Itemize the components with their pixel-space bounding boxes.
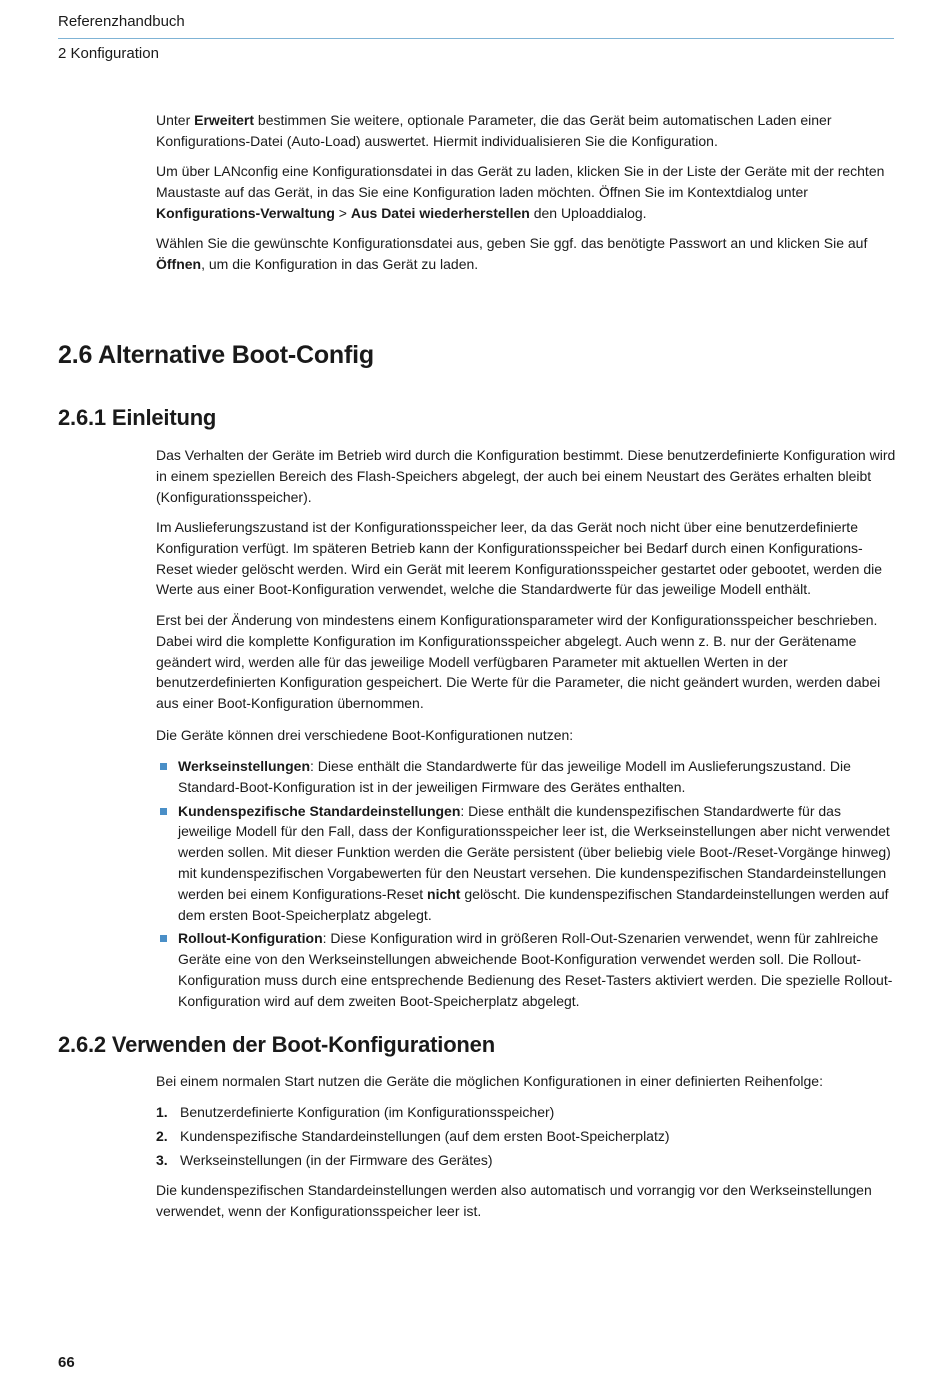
list-item-text: : Diese Konfiguration wird in größeren Roll-Out-Szenarien verwendet, wenn für zahlreiche Geräte eine von den Werkseinstellungen abweichende Boot-Konfiguration verwendet werden soll. Die Rollout-Konfiguration muss durch eine entsprechende Bedienung des Reset-Tasters aktiviert werden. Die spezielle Rollout-Konfiguration wird auf dem zweiten Boot-Speicherplatz abgelegt.	[178, 930, 893, 1009]
list-item	[156, 756, 896, 798]
einleitung-paragraph-2: Im Auslieferungszustand ist der Konfigurationsspeicher leer, da das Gerät noch nicht über eine benutzerdefinierte Konfiguration verfügt. Im späteren Betrieb kann der Konfigurationsspeicher bei Bedarf durch einen Konfigurations-Reset wieder gelöscht werden. Wird ein Gerät mit leerem Konfigurationsspeicher gestartet oder gebootet, werden die Werte aus einer Boot-Konfiguration verwendet, welche die Standardwerte für das jeweilige Modell enthält.	[156, 519, 883, 598]
bullet-square-icon	[160, 763, 167, 770]
text-run: , um die Konfiguration in das Gerät zu laden.	[201, 255, 479, 272]
bullet-square-icon	[160, 808, 167, 815]
list-item	[156, 1150, 896, 1171]
einleitung-paragraph-3: Erst bei der Änderung von mindestens einem Konfigurationsparameter wird der Konfigurationsspeicher beschrieben. Dabei wird die komplette Konfiguration im Konfigurationsspeicher abgelegt. Auch wenn z. B. nur der Gerätename geändert wird, werden alle für das jeweilige Modell verfügbaren Parameter mit aktuellen Werten in der benutzerdefinierten Konfiguration gespeichert. Die Werte für die Parameter, die nicht geändert wurden, werden dabei aus einer Boot-Konfiguration übernommen.	[156, 612, 881, 712]
text-run: den Uploaddialog.	[529, 204, 647, 221]
section-heading: 2.6 Alternative Boot-Config	[58, 341, 374, 369]
ui-term-konfigurations-verwaltung: Konfigurations-Verwaltung	[156, 204, 335, 221]
list-item	[156, 928, 896, 1011]
verwenden-paragraph-2: Die kundenspezifischen Standardeinstellungen werden also automatisch und vorrangig vor den Werkseinstellungen verwendet, wenn der Konfigurationsspeicher leer ist.	[156, 1182, 872, 1219]
list-item	[156, 801, 896, 926]
list-item-text: gelöscht. Die kundenspezifischen Standardeinstellungen werden auf dem ersten Boot-Speicherplatz abgelegt.	[178, 885, 889, 923]
list-number: 3.	[156, 1151, 168, 1168]
text-run: bestimmen Sie weitere, optionale Parameter, die das Gerät beim automatischen Laden einer Konfigurations-Datei (Auto-Load) auswertet. Hiermit individualisieren Sie die Konfiguration.	[156, 112, 832, 149]
ui-term-oeffnen: Öffnen	[156, 255, 202, 272]
einleitung-paragraph-1: Das Verhalten der Geräte im Betrieb wird durch die Konfiguration bestimmt. Diese benutzerdefinierte Konfiguration wird in einem speziellen Bereich des Flash-Speichers abgelegt, der auch bei einem Neustart des Gerätes erhalten bleibt (Konfigurationsspeicher).	[156, 447, 896, 505]
list-item	[156, 1102, 896, 1123]
text-run: >	[334, 204, 351, 221]
text-run: Wählen Sie die gewünschte Konfigurationsdatei aus, geben Sie ggf. das benötigte Passwort an und klicken Sie auf	[156, 235, 868, 251]
list-item-emphasis: nicht	[427, 885, 461, 902]
text-run: Um über LANconfig eine Konfigurationsdatei in das Gerät zu laden, klicken Sie in der Liste der Geräte mit der rechten Maustaste auf das Gerät, in das Sie eine Konfiguration laden möchten. Öffnen Sie im Kontextdialog unter	[156, 163, 885, 200]
list-item-text: : Diese enthält die Standardwerte für das jeweilige Modell im Auslieferungszustand. Die Standard-Boot-Konfiguration ist in der jeweiligen Firmware des Gerätes enthalten.	[178, 758, 851, 795]
page-header	[58, 10, 894, 65]
subsection-heading-verwenden: 2.6.2 Verwenden der Boot-Konfigurationen	[58, 1032, 495, 1057]
list-item-text: : Diese enthält die kundenspezifischen Standardwerte für das jeweilige Modell für den Fall, dass der Konfigurationsspeicher leer ist, die Werkseinstellungen aber nicht verwendet werden sollen. Mit dieser Funktion werden die Geräte persistent (über beliebig viele Boot-/Reset-Vorgänge hinweg) mit kundenspezifischen Vorgabewerten für den Neustart versehen. Die kundenspezifischen Standardeinstellungen werden bei einem Konfigurations-Reset	[178, 802, 891, 902]
list-item-text: Kundenspezifische Standardeinstellungen (auf dem ersten Boot-Speicherplatz)	[180, 1127, 670, 1144]
einleitung-paragraph-4: Die Geräte können drei verschiedene Boot-Konfigurationen nutzen:	[156, 727, 574, 743]
subsection-heading-einleitung: 2.6.1 Einleitung	[58, 405, 217, 430]
intro-paragraph-1	[156, 110, 896, 152]
verwenden-paragraph-1: Bei einem normalen Start nutzen die Geräte die möglichen Konfigurationen in einer definierten Reihenfolge:	[156, 1073, 823, 1089]
intro-paragraph-2	[156, 161, 896, 223]
boot-order-list	[156, 1102, 896, 1173]
list-item-text: Werkseinstellungen (in der Firmware des Gerätes)	[180, 1151, 493, 1168]
list-item-term: Rollout-Konfiguration	[178, 930, 323, 947]
ui-term-aus-datei-wiederherstellen: Aus Datei wiederherstellen	[350, 204, 530, 221]
list-item	[156, 1126, 896, 1147]
page-number: 66	[58, 1354, 75, 1371]
list-number: 1.	[156, 1104, 168, 1120]
boot-config-list	[156, 756, 896, 1015]
list-number: 2.	[156, 1127, 168, 1144]
intro-paragraph-3	[156, 233, 896, 275]
text-run: Unter	[156, 112, 195, 128]
ui-term-erweitert: Erweitert	[194, 112, 255, 128]
bullet-square-icon	[160, 935, 167, 942]
list-item-term: Werkseinstellungen	[178, 758, 311, 774]
list-item-text: Benutzerdefinierte Konfiguration (im Konfigurationsspeicher)	[180, 1104, 555, 1120]
header-title: Referenzhandbuch	[58, 13, 185, 30]
header-divider	[58, 38, 894, 39]
header-chapter: 2 Konfiguration	[58, 45, 159, 62]
list-item-term: Kundenspezifische Standardeinstellungen	[178, 802, 461, 819]
